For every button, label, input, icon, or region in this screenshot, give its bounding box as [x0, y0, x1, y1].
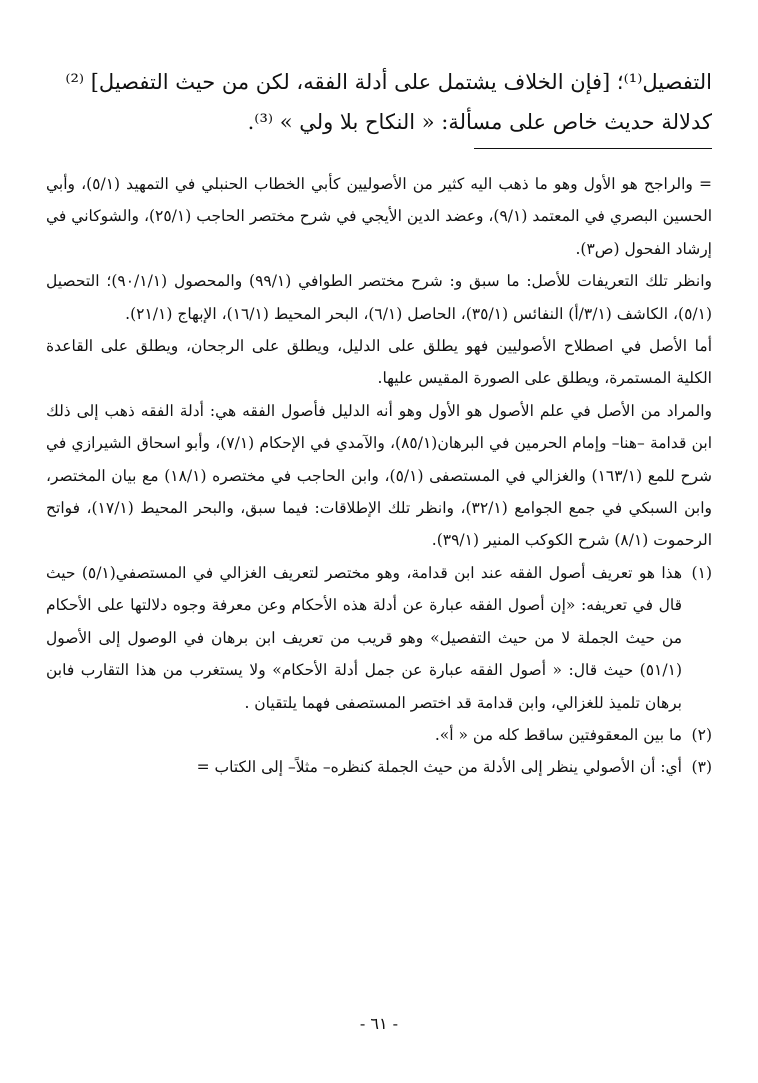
- footnote-separator: [474, 148, 712, 149]
- footnotes: [46, 168, 712, 784]
- footnote-1: [46, 557, 712, 719]
- footnote-1-text: هذا هو تعريف أصول الفقه عند ابن قدامة، وهو مختصر لتعريف الغزالي في المستصفي(٥/١) حيث قال في تعريفه: «إن أصول الفقه عبارة عن أدلة هذه الأحكام وعن معرفة وجوه دلالتها على الأحكام من حيث الجملة لا من حيث التفصيل» وهو قريب من تعريف ابن برهان في الوصول إلى الأصول (٥١/١) حيث قال: « أصول الفقه عبارة عن جمل أدلة الأحكام» ولا يستغرب من هذا التقارب فابن برهان تلميذ للغزالي، وابن قدامة قد اختصر المستصفى فهما يلتقيان .: [46, 563, 682, 712]
- footnote-3-number: (٣): [691, 758, 712, 777]
- footnote-2: [46, 719, 712, 751]
- footnote-2-text: ما بين المعقوفتين ساقط كله من « أ».: [434, 725, 682, 744]
- footnote-continuation-2: وانظر تلك التعريفات للأصل: ما سبق و: شرح مختصر الطوافي (٩٩/١) والمحصول (٩٠/١/١)؛ التحصيل (٥/١)، الكاشف (٣/١/أ) النفائس (٣٥/١)، الحاصل (٦/١)، البحر المحيط (١٦/١)، الإبهاج (٢١/١).: [46, 272, 712, 323]
- page-number: - ٦١ -: [359, 1014, 399, 1033]
- main-text: [46, 62, 712, 142]
- main-line-1: التفصيل⁽¹⁾؛ [فإن الخلاف يشتمل على أدلة الفقه، لكن من حيث التفصيل] ⁽²⁾: [65, 70, 712, 94]
- footnote-2-number: (٢): [691, 725, 712, 744]
- footnote-continuation-3: أما الأصل في اصطلاح الأصوليين فهو يطلق على الدليل، ويطلق على الرجحان، ويطلق على القاعدة الكلية المستمرة، ويطلق على الصورة المقيس عليها.: [46, 337, 712, 388]
- footnote-3-text: أي: أن الأصولي ينظر إلى الأدلة من حيث الجملة كنظره– مثلاً– إلى الكتاب =: [196, 758, 682, 777]
- main-line-2: كدلالة حديث خاص على مسألة: « النكاح بلا ولي » ⁽³⁾.: [247, 110, 712, 134]
- footnote-continuation-4: والمراد من الأصل في علم الأصول هو الأول وهو أنه الدليل فأصول الفقه هي: أدلة الفقه ذهب إلى ذلك ابن قدامة –هنا– وإمام الحرمين في البرهان(٨٥/١)، والآمدي في الإحكام (٧/١)، وأبو اسحاق الشيرازي في شرح للمع (١٦٣/١) والغزالي في المستصفى (٥/١)، وابن الحاجب في مختصره (١٨/١) مع بيان المختصر، وابن السبكي في جمع الجوامع (٣٢/١)، وانظر تلك الإطلاقات: فيما سبق، والبحر المحيط (١٧/١)، فواتح الرحموت (٨/١) شرح الكوكب المنير (٣٩/١).: [46, 401, 713, 550]
- footnote-3: [46, 751, 712, 783]
- footnote-continuation-1: = والراجح هو الأول وهو ما ذهب اليه كثير من الأصوليين كأبي الخطاب الحنبلي في التمهيد (٥/١)، وأبي الحسين البصري في المعتمد (٩/١)، وعضد الدين الأيجي في شرح مختصر الحاجب (٢٥/١)، والشوكاني في إرشاد الفحول (ص٣).: [46, 175, 713, 258]
- footnote-1-number: (١): [691, 563, 712, 582]
